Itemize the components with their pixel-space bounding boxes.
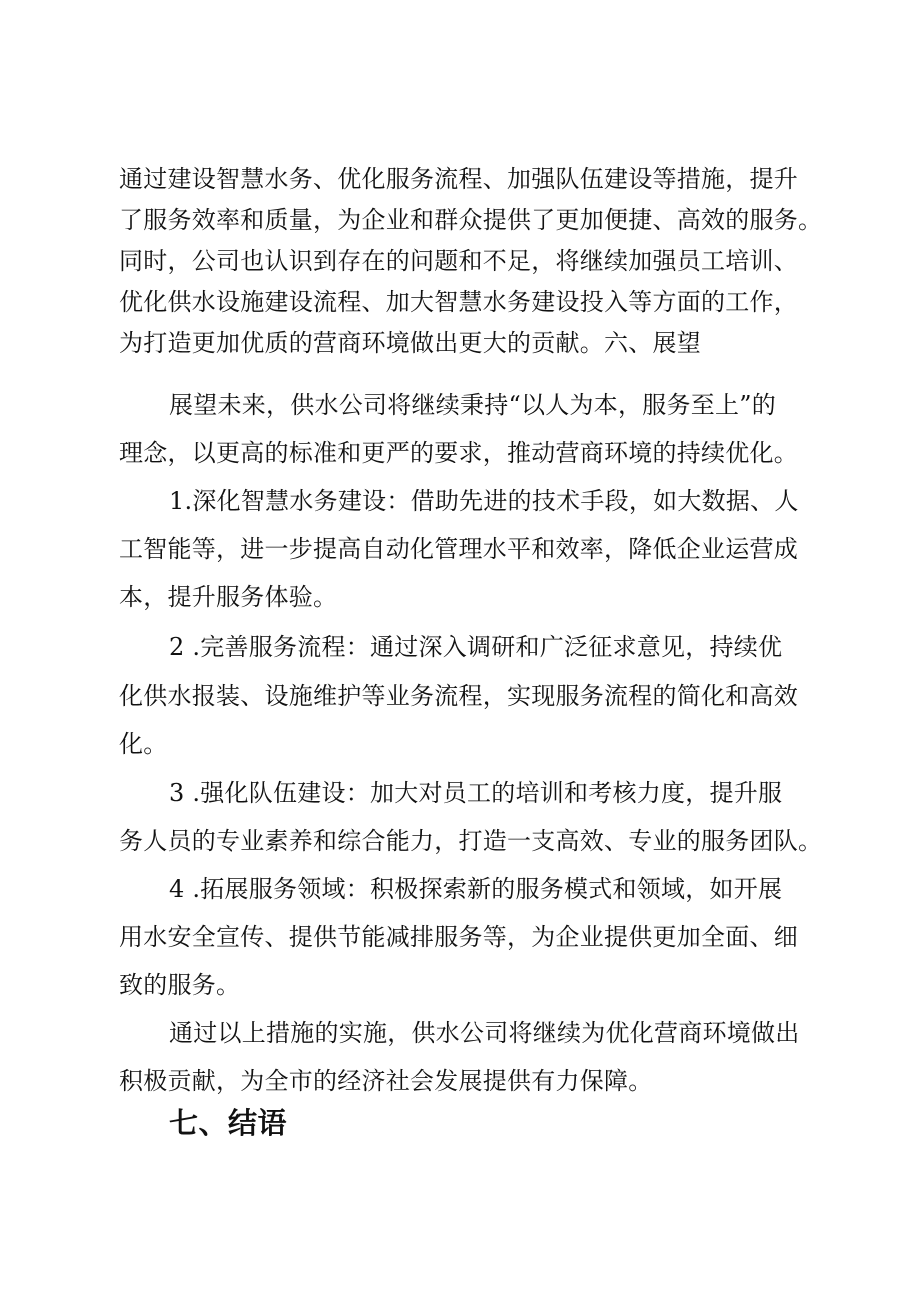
- paragraph-6-line-1: 4 .拓展服务领域：积极探索新的服务模式和领域，如开展: [169, 875, 783, 903]
- paragraph-1-line-5: 为打造更加优质的营商环境做出更大的贡献。六、展望: [119, 329, 701, 357]
- paragraph-3-line-1: 1.深化智慧水务建设：借助先进的技术手段，如大数据、人: [169, 487, 799, 515]
- paragraph-1-line-2: 了服务效率和质量，为企业和群众提供了更加便捷、高效的服务。: [119, 206, 823, 234]
- paragraph-2-line-1: 展望未来，供水公司将继续秉持“以人为本，服务至上”的: [169, 391, 777, 419]
- paragraph-3-line-2: 工智能等，进一步提高自动化管理水平和效率，降低企业运营成: [119, 535, 798, 563]
- paragraph-6-line-2: 用水安全宣传、提供节能减排服务等，为企业提供更加全面、细: [119, 923, 798, 951]
- paragraph-5-line-1: 3 .强化队伍建设：加大对员工的培训和考核力度，提升服: [169, 779, 783, 807]
- paragraph-5-line-2: 务人员的专业素养和综合能力，打造一支高效、专业的服务团队。: [119, 827, 823, 855]
- paragraph-3-line-3: 本，提升服务体验。: [119, 583, 338, 611]
- paragraph-7-line-1: 通过以上措施的实施，供水公司将继续为优化营商环境做出: [169, 1019, 800, 1047]
- paragraph-1-line-1: 通过建设智慧水务、优化服务流程、加强队伍建设等措施，提升: [119, 165, 798, 193]
- paragraph-2-line-2: 理念，以更高的标准和更严的要求，推动营商环境的持续优化。: [119, 439, 798, 467]
- paragraph-1-line-4: 优化供水设施建设流程、加大智慧水务建设投入等方面的工作，: [119, 288, 798, 316]
- section-heading-conclusion: 七、结语: [169, 1106, 288, 1140]
- paragraph-1-line-3: 同时，公司也认识到存在的问题和不足，将继续加强员工培训、: [119, 247, 798, 275]
- paragraph-7-line-2: 积极贡献，为全市的经济社会发展提供有力保障。: [119, 1067, 653, 1095]
- paragraph-4-line-1: 2 .完善服务流程：通过深入调研和广泛征求意见，持续优: [169, 633, 783, 661]
- paragraph-4-line-3: 化。: [119, 730, 168, 758]
- paragraph-4-line-2: 化供水报装、设施维护等业务流程，实现服务流程的简化和高效: [119, 682, 798, 710]
- paragraph-6-line-3: 致的服务。: [119, 971, 241, 999]
